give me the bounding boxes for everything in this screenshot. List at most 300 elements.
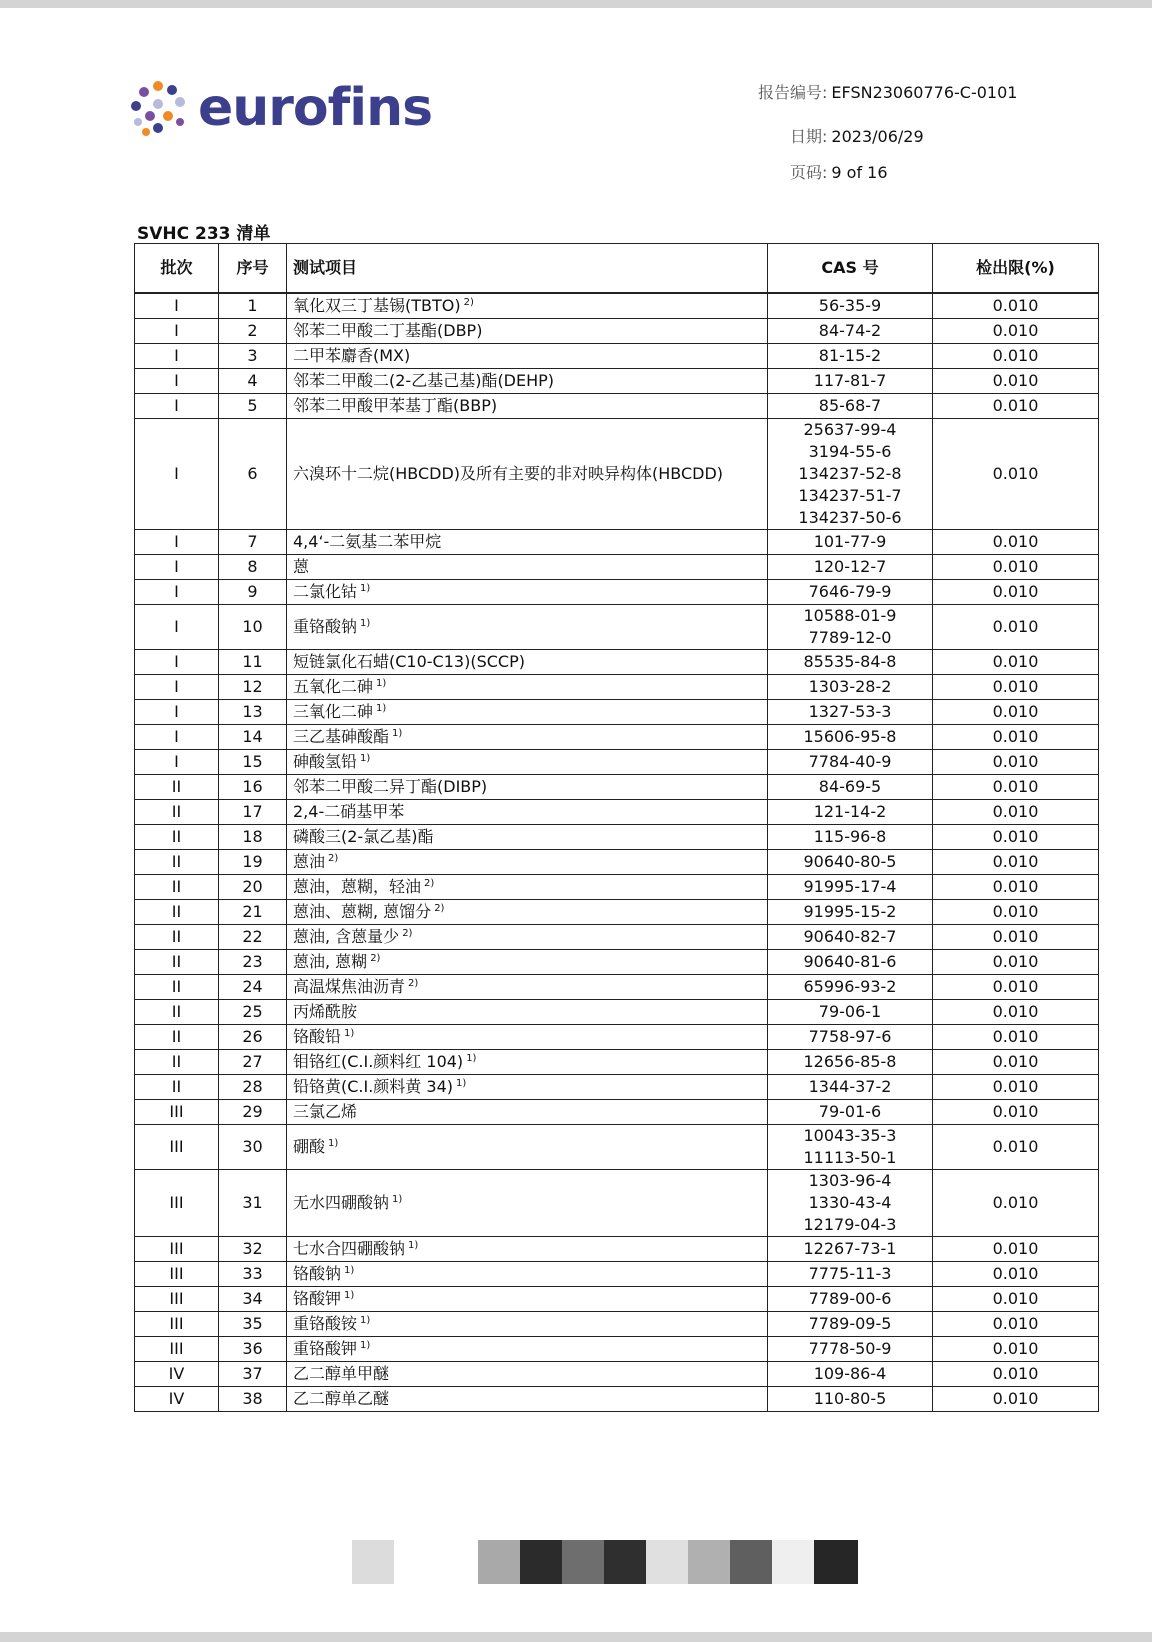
item-name: 蒽 <box>293 557 310 576</box>
cell-item <box>287 1075 768 1100</box>
cell-limit: 0.010 <box>933 1025 1099 1050</box>
item-name: 2,4-二硝基甲苯 <box>293 802 405 821</box>
cas-number: 12179-04-3 <box>803 1215 897 1234</box>
cas-number: 134237-50-6 <box>798 508 902 527</box>
cell-no: 1 <box>219 293 287 319</box>
cell-limit: 0.010 <box>933 1362 1099 1387</box>
cell-batch: II <box>135 825 219 850</box>
cas-number: 1344-37-2 <box>808 1077 892 1096</box>
table-row <box>135 419 1099 530</box>
cell-batch: III <box>135 1125 219 1170</box>
cell-item <box>287 875 768 900</box>
cell-cas <box>768 580 933 605</box>
cell-limit: 0.010 <box>933 750 1099 775</box>
cell-cas <box>768 293 933 319</box>
cell-batch: II <box>135 850 219 875</box>
cell-limit: 0.010 <box>933 1387 1099 1412</box>
report-page-label: 页码: <box>790 163 828 182</box>
item-name: 短链氯化石蜡(C10-C13)(SCCP) <box>293 652 525 671</box>
cas-number: 7789-00-6 <box>808 1289 892 1308</box>
cell-batch: III <box>135 1100 219 1125</box>
cell-no: 9 <box>219 580 287 605</box>
cell-item <box>287 1262 768 1287</box>
header-item: 测试项目 <box>287 244 768 294</box>
cell-no: 27 <box>219 1050 287 1075</box>
table-row <box>135 900 1099 925</box>
footnote-marker: 1) <box>360 617 371 629</box>
table-row <box>135 875 1099 900</box>
item-name: 五氧化二砷 <box>293 677 374 696</box>
cell-item <box>287 344 768 369</box>
cell-cas <box>768 975 933 1000</box>
cell-no: 37 <box>219 1362 287 1387</box>
cas-number: 117-81-7 <box>813 371 887 390</box>
cas-number: 90640-80-5 <box>803 852 897 871</box>
cell-limit: 0.010 <box>933 555 1099 580</box>
table-row <box>135 1262 1099 1287</box>
footer-block <box>436 1540 480 1584</box>
cell-no: 24 <box>219 975 287 1000</box>
cell-limit: 0.010 <box>933 1050 1099 1075</box>
cell-batch: III <box>135 1237 219 1262</box>
footer-block <box>604 1540 648 1584</box>
item-name: 高温煤焦油沥青 <box>293 977 406 996</box>
cell-limit: 0.010 <box>933 775 1099 800</box>
eurofins-logo-dots-icon <box>128 78 188 138</box>
report-date-label: 日期: <box>790 127 828 146</box>
item-name: 重铬酸铵 <box>293 1314 358 1333</box>
header-no: 序号 <box>219 244 287 294</box>
cell-limit: 0.010 <box>933 394 1099 419</box>
footnote-marker: 1) <box>376 702 387 714</box>
cell-limit: 0.010 <box>933 925 1099 950</box>
table-row <box>135 319 1099 344</box>
cell-cas <box>768 850 933 875</box>
cell-no: 7 <box>219 530 287 555</box>
cell-limit: 0.010 <box>933 1100 1099 1125</box>
item-name: 邻苯二甲酸甲苯基丁酯(BBP) <box>293 396 498 415</box>
cell-no: 26 <box>219 1025 287 1050</box>
footer-block <box>772 1540 816 1584</box>
cas-number: 90640-81-6 <box>803 952 897 971</box>
cell-batch: I <box>135 394 219 419</box>
footer-block <box>688 1540 732 1584</box>
footnote-marker: 2) <box>328 852 339 864</box>
cas-number: 90640-82-7 <box>803 927 897 946</box>
table-row <box>135 975 1099 1000</box>
cell-cas <box>768 1337 933 1362</box>
cell-batch: III <box>135 1262 219 1287</box>
cell-cas <box>768 875 933 900</box>
cell-item <box>287 1100 768 1125</box>
cell-cas <box>768 1262 933 1287</box>
cell-limit: 0.010 <box>933 825 1099 850</box>
item-name: 二甲苯麝香(MX) <box>293 346 411 365</box>
cell-no: 18 <box>219 825 287 850</box>
cell-cas <box>768 650 933 675</box>
cas-number: 115-96-8 <box>813 827 887 846</box>
cell-item <box>287 419 768 530</box>
cas-number: 10043-35-3 <box>803 1126 897 1145</box>
cell-limit: 0.010 <box>933 725 1099 750</box>
cell-cas <box>768 1387 933 1412</box>
item-name: 七水合四硼酸钠 <box>293 1239 406 1258</box>
cell-item <box>287 1050 768 1075</box>
table-row <box>135 850 1099 875</box>
footnote-marker: 2) <box>370 952 381 964</box>
cell-batch: III <box>135 1287 219 1312</box>
cell-batch: II <box>135 950 219 975</box>
cell-cas <box>768 1075 933 1100</box>
cell-cas <box>768 1025 933 1050</box>
cell-no: 36 <box>219 1337 287 1362</box>
cell-item <box>287 580 768 605</box>
cell-cas <box>768 925 933 950</box>
cell-no: 16 <box>219 775 287 800</box>
cell-item <box>287 750 768 775</box>
cell-limit: 0.010 <box>933 650 1099 675</box>
cell-cas <box>768 1000 933 1025</box>
item-name: 邻苯二甲酸二异丁酯(DIBP) <box>293 777 488 796</box>
cell-limit: 0.010 <box>933 950 1099 975</box>
item-name: 邻苯二甲酸二丁基酯(DBP) <box>293 321 483 340</box>
cell-no: 20 <box>219 875 287 900</box>
table-row <box>135 725 1099 750</box>
item-name: 蒽油 <box>293 852 326 871</box>
cell-item <box>287 1287 768 1312</box>
cell-no: 29 <box>219 1100 287 1125</box>
cell-item <box>287 975 768 1000</box>
table-row <box>135 1362 1099 1387</box>
cell-limit: 0.010 <box>933 675 1099 700</box>
table-row <box>135 344 1099 369</box>
cell-limit: 0.010 <box>933 319 1099 344</box>
cell-no: 4 <box>219 369 287 394</box>
scan-top-edge <box>0 0 1152 8</box>
cas-number: 91995-15-2 <box>803 902 897 921</box>
cell-no: 19 <box>219 850 287 875</box>
table-row <box>135 1237 1099 1262</box>
cas-number: 7775-11-3 <box>808 1264 892 1283</box>
cell-no: 6 <box>219 419 287 530</box>
cell-item <box>287 1312 768 1337</box>
cas-number: 12267-73-1 <box>803 1239 897 1258</box>
report-page-value: 9 of 16 <box>831 163 888 182</box>
footer-block <box>562 1540 606 1584</box>
cell-no: 34 <box>219 1287 287 1312</box>
cell-cas <box>768 369 933 394</box>
cell-cas <box>768 344 933 369</box>
cell-item <box>287 800 768 825</box>
table-row <box>135 1170 1099 1237</box>
list-title: SVHC 233 清单 <box>137 224 271 244</box>
table-row <box>135 800 1099 825</box>
cell-item <box>287 605 768 650</box>
footnote-marker: 1) <box>360 582 371 594</box>
report-date <box>790 124 924 147</box>
cas-number: 120-12-7 <box>813 557 887 576</box>
cell-item <box>287 530 768 555</box>
cell-item <box>287 319 768 344</box>
cell-limit: 0.010 <box>933 530 1099 555</box>
cas-number: 10588-01-9 <box>803 606 897 625</box>
cas-number: 84-69-5 <box>818 777 882 796</box>
scan-bottom-edge <box>0 1632 1152 1642</box>
item-name: 无水四硼酸钠 <box>293 1193 390 1212</box>
footnote-marker: 1) <box>466 1052 477 1064</box>
cell-cas <box>768 1362 933 1387</box>
cell-limit: 0.010 <box>933 344 1099 369</box>
cell-item <box>287 1125 768 1170</box>
cas-number: 7789-09-5 <box>808 1314 892 1333</box>
cell-batch: I <box>135 555 219 580</box>
item-name: 铅铬黄(C.I.颜料黄 34) <box>293 1077 453 1096</box>
footnote-marker: 1) <box>456 1077 467 1089</box>
cas-number: 85-68-7 <box>818 396 882 415</box>
cell-cas <box>768 750 933 775</box>
table-body <box>135 293 1099 1412</box>
cell-limit: 0.010 <box>933 369 1099 394</box>
cell-batch: II <box>135 1000 219 1025</box>
cell-cas <box>768 700 933 725</box>
cell-item <box>287 369 768 394</box>
table-row <box>135 580 1099 605</box>
footnote-marker: 1) <box>360 752 371 764</box>
cas-number: 110-80-5 <box>813 1389 887 1408</box>
table-row <box>135 1287 1099 1312</box>
report-number-value: EFSN23060776-C-0101 <box>831 83 1018 102</box>
table-row <box>135 1337 1099 1362</box>
cas-number: 7758-97-6 <box>808 1027 892 1046</box>
cell-item <box>287 700 768 725</box>
table-row <box>135 1125 1099 1170</box>
cas-number: 7784-40-9 <box>808 752 892 771</box>
cell-cas <box>768 1312 933 1337</box>
cell-cas <box>768 825 933 850</box>
cell-item <box>287 394 768 419</box>
table-row <box>135 1025 1099 1050</box>
footnote-marker: 1) <box>376 677 387 689</box>
cell-limit: 0.010 <box>933 1170 1099 1237</box>
cell-item <box>287 775 768 800</box>
cell-batch: I <box>135 605 219 650</box>
cell-batch: III <box>135 1337 219 1362</box>
item-name: 钼铬红(C.I.颜料红 104) <box>293 1052 464 1071</box>
cas-number: 1327-53-3 <box>808 702 892 721</box>
cell-batch: III <box>135 1170 219 1237</box>
cas-number: 12656-85-8 <box>803 1052 897 1071</box>
cas-number: 84-74-2 <box>818 321 882 340</box>
cell-cas <box>768 1100 933 1125</box>
cell-limit: 0.010 <box>933 850 1099 875</box>
cas-number: 101-77-9 <box>813 532 887 551</box>
cell-batch: I <box>135 675 219 700</box>
cas-number: 1303-96-4 <box>808 1171 892 1190</box>
footnote-marker: 2) <box>424 877 435 889</box>
cell-item <box>287 293 768 319</box>
item-name: 蒽油, 蒽糊 <box>293 952 368 971</box>
item-name: 蒽油，蒽糊，轻油 <box>293 877 422 896</box>
item-name: 重铬酸钠 <box>293 617 358 636</box>
cell-cas <box>768 800 933 825</box>
cell-item <box>287 725 768 750</box>
table-row <box>135 1100 1099 1125</box>
footnote-marker: 1) <box>360 1339 371 1351</box>
cell-no: 12 <box>219 675 287 700</box>
cell-cas <box>768 1237 933 1262</box>
cas-number: 7778-50-9 <box>808 1339 892 1358</box>
table-row <box>135 700 1099 725</box>
cell-no: 22 <box>219 925 287 950</box>
cell-cas <box>768 675 933 700</box>
header-batch: 批次 <box>135 244 219 294</box>
footer-block <box>478 1540 522 1584</box>
item-name: 氧化双三丁基锡(TBTO) <box>293 296 461 315</box>
cas-number: 1330-43-4 <box>808 1193 892 1212</box>
report-page <box>790 160 888 183</box>
cell-limit: 0.010 <box>933 605 1099 650</box>
cell-batch: I <box>135 530 219 555</box>
table-row <box>135 1312 1099 1337</box>
cas-number: 109-86-4 <box>813 1364 887 1383</box>
cell-item <box>287 1170 768 1237</box>
cas-number: 7789-12-0 <box>808 628 892 647</box>
cell-cas <box>768 725 933 750</box>
cell-no: 38 <box>219 1387 287 1412</box>
footnote-marker: 2) <box>463 296 474 308</box>
cell-item <box>287 1000 768 1025</box>
footnote-marker: 1) <box>344 1027 355 1039</box>
cas-number: 15606-95-8 <box>803 727 897 746</box>
cas-number: 25637-99-4 <box>803 420 897 439</box>
cell-limit: 0.010 <box>933 1237 1099 1262</box>
item-name: 重铬酸钾 <box>293 1339 358 1358</box>
cell-limit: 0.010 <box>933 1287 1099 1312</box>
cell-cas <box>768 394 933 419</box>
table-row <box>135 925 1099 950</box>
table-header-row <box>135 244 1099 294</box>
item-name: 砷酸氢铅 <box>293 752 358 771</box>
item-name: 乙二醇单甲醚 <box>293 1364 390 1383</box>
cell-item <box>287 675 768 700</box>
cas-number: 65996-93-2 <box>803 977 897 996</box>
table-row <box>135 775 1099 800</box>
table-row <box>135 675 1099 700</box>
cell-limit: 0.010 <box>933 900 1099 925</box>
cell-cas <box>768 530 933 555</box>
cell-batch: I <box>135 580 219 605</box>
footer-block <box>814 1540 858 1584</box>
cell-no: 28 <box>219 1075 287 1100</box>
footnote-marker: 1) <box>344 1289 355 1301</box>
cell-no: 8 <box>219 555 287 580</box>
cell-limit: 0.010 <box>933 1125 1099 1170</box>
cell-limit: 0.010 <box>933 800 1099 825</box>
cell-cas <box>768 1125 933 1170</box>
cell-limit: 0.010 <box>933 875 1099 900</box>
table-row <box>135 605 1099 650</box>
cell-batch: I <box>135 319 219 344</box>
cell-cas <box>768 319 933 344</box>
report-number-label: 报告编号: <box>758 83 828 102</box>
cell-batch: II <box>135 975 219 1000</box>
footnote-marker: 1) <box>392 1193 403 1205</box>
item-name: 三氧化二砷 <box>293 702 374 721</box>
item-name: 蒽油, 含蒽量少 <box>293 927 400 946</box>
cell-no: 13 <box>219 700 287 725</box>
cas-number: 121-14-2 <box>813 802 887 821</box>
cas-number: 91995-17-4 <box>803 877 897 896</box>
footnote-marker: 2) <box>402 927 413 939</box>
footer-block <box>352 1540 396 1584</box>
header-cas: CAS 号 <box>768 244 933 294</box>
cell-batch: II <box>135 800 219 825</box>
cas-number: 81-15-2 <box>818 346 882 365</box>
cas-number: 7646-79-9 <box>808 582 892 601</box>
cell-limit: 0.010 <box>933 975 1099 1000</box>
cell-no: 33 <box>219 1262 287 1287</box>
cell-no: 14 <box>219 725 287 750</box>
cell-no: 35 <box>219 1312 287 1337</box>
footnote-marker: 1) <box>344 1264 355 1276</box>
cell-batch: III <box>135 1312 219 1337</box>
cell-batch: II <box>135 925 219 950</box>
item-name: 二氯化钴 <box>293 582 358 601</box>
cell-batch: IV <box>135 1362 219 1387</box>
item-name: 蒽油、蒽糊, 蒽馏分 <box>293 902 432 921</box>
item-name: 乙二醇单乙醚 <box>293 1389 390 1408</box>
item-name: 三乙基砷酸酯 <box>293 727 390 746</box>
cell-cas <box>768 419 933 530</box>
cas-number: 79-01-6 <box>818 1102 882 1121</box>
table-row <box>135 530 1099 555</box>
cell-cas <box>768 775 933 800</box>
cell-batch: I <box>135 750 219 775</box>
cas-number: 85535-84-8 <box>803 652 897 671</box>
cell-batch: IV <box>135 1387 219 1412</box>
cell-item <box>287 850 768 875</box>
cell-limit: 0.010 <box>933 1075 1099 1100</box>
table-row <box>135 650 1099 675</box>
cell-no: 31 <box>219 1170 287 1237</box>
cell-cas <box>768 1170 933 1237</box>
footnote-marker: 1) <box>360 1314 371 1326</box>
cell-item <box>287 1387 768 1412</box>
cas-number: 3194-55-6 <box>808 442 892 461</box>
cell-cas <box>768 950 933 975</box>
table-row <box>135 1387 1099 1412</box>
cell-cas <box>768 1287 933 1312</box>
table-row <box>135 293 1099 319</box>
cell-limit: 0.010 <box>933 580 1099 605</box>
cell-batch: I <box>135 344 219 369</box>
header-limit: 检出限(%) <box>933 244 1099 294</box>
cell-batch: I <box>135 725 219 750</box>
cell-batch: II <box>135 875 219 900</box>
cell-limit: 0.010 <box>933 1000 1099 1025</box>
footnote-marker: 1) <box>408 1239 419 1251</box>
cell-no: 21 <box>219 900 287 925</box>
cell-batch: I <box>135 700 219 725</box>
cell-no: 5 <box>219 394 287 419</box>
cell-no: 3 <box>219 344 287 369</box>
footnote-marker: 1) <box>328 1137 339 1149</box>
eurofins-logo <box>128 78 433 144</box>
item-name: 六溴环十二烷(HBCDD)及所有主要的非对映异构体(HBCDD) <box>293 464 724 483</box>
cell-cas <box>768 900 933 925</box>
item-name: 4,4‘-二氨基二苯甲烷 <box>293 532 442 551</box>
footnote-marker: 2) <box>434 902 445 914</box>
